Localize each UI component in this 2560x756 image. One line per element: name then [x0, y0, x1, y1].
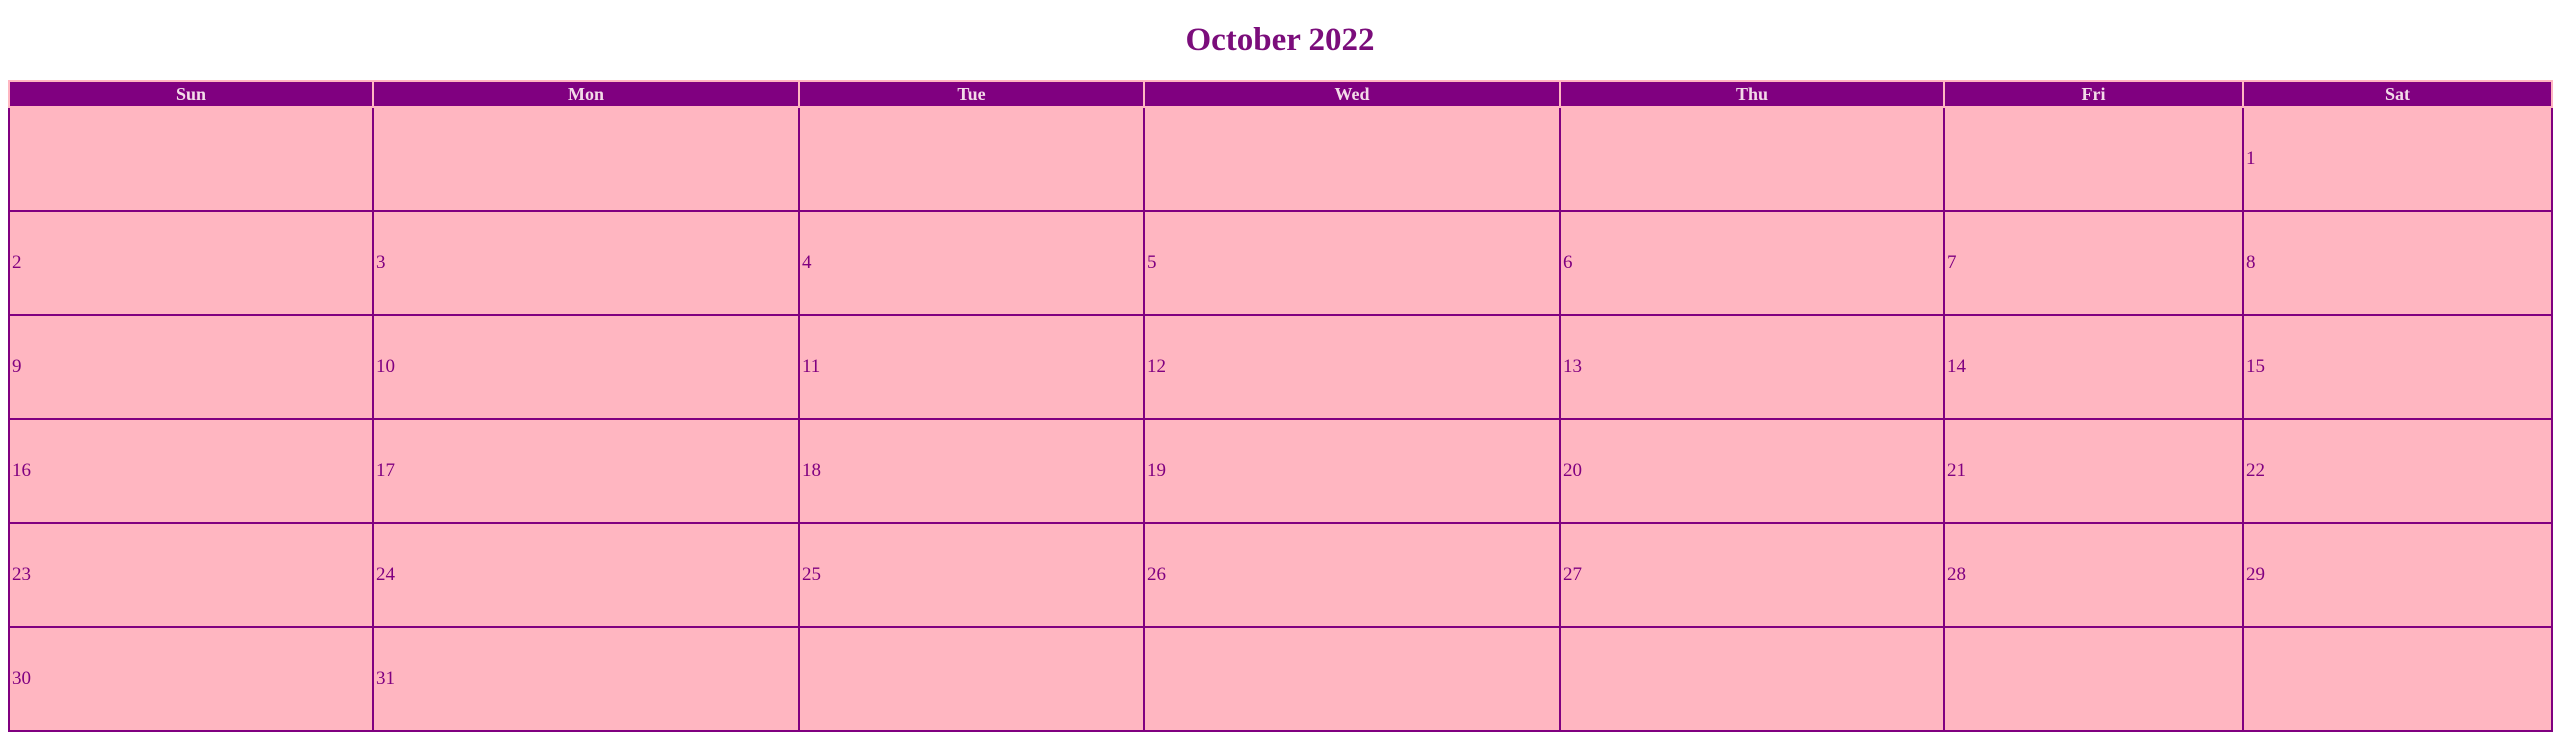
day-cell: 26: [1144, 523, 1560, 627]
day-cell: 10: [373, 315, 799, 419]
day-cell: 2: [9, 211, 373, 315]
day-cell: [1144, 107, 1560, 211]
day-cell: 19: [1144, 419, 1560, 523]
day-cell: [1944, 107, 2243, 211]
day-cell: [1144, 627, 1560, 731]
day-cell: 3: [373, 211, 799, 315]
day-cell: [9, 107, 373, 211]
day-cell: [2243, 627, 2552, 731]
day-cell: 6: [1560, 211, 1944, 315]
day-cell: 25: [799, 523, 1144, 627]
week-row: [9, 627, 2552, 731]
weekday-header-sat: Sat: [2243, 81, 2552, 107]
day-cell: 16: [9, 419, 373, 523]
calendar-grid: [8, 80, 2553, 732]
week-row: [9, 523, 2552, 627]
weekday-header-mon: Mon: [373, 81, 799, 107]
week-row: [9, 211, 2552, 315]
day-cell: 29: [2243, 523, 2552, 627]
weekday-header-tue: Tue: [799, 81, 1144, 107]
weekday-header-row: [9, 81, 2552, 107]
day-cell: 1: [2243, 107, 2552, 211]
day-cell: [799, 627, 1144, 731]
day-cell: 7: [1944, 211, 2243, 315]
day-cell: 30: [9, 627, 373, 731]
day-cell: 12: [1144, 315, 1560, 419]
weekday-header-wed: Wed: [1144, 81, 1560, 107]
day-cell: 17: [373, 419, 799, 523]
weekday-header-sun: Sun: [9, 81, 373, 107]
day-cell: 24: [373, 523, 799, 627]
day-cell: [373, 107, 799, 211]
week-row: [9, 315, 2552, 419]
day-cell: 22: [2243, 419, 2552, 523]
day-cell: [799, 107, 1144, 211]
day-cell: 23: [9, 523, 373, 627]
calendar-title: October 2022: [1185, 22, 1375, 58]
day-cell: 14: [1944, 315, 2243, 419]
day-cell: [1944, 627, 2243, 731]
day-cell: 4: [799, 211, 1144, 315]
day-cell: 8: [2243, 211, 2552, 315]
day-cell: 9: [9, 315, 373, 419]
day-cell: 31: [373, 627, 799, 731]
week-row: [9, 419, 2552, 523]
day-cell: 20: [1560, 419, 1944, 523]
week-row: [9, 107, 2552, 211]
day-cell: 21: [1944, 419, 2243, 523]
day-cell: 28: [1944, 523, 2243, 627]
weekday-header-fri: Fri: [1944, 81, 2243, 107]
day-cell: 27: [1560, 523, 1944, 627]
day-cell: [1560, 107, 1944, 211]
day-cell: 18: [799, 419, 1144, 523]
day-cell: 5: [1144, 211, 1560, 315]
day-cell: 13: [1560, 315, 1944, 419]
day-cell: 11: [799, 315, 1144, 419]
day-cell: 15: [2243, 315, 2552, 419]
weekday-header-thu: Thu: [1560, 81, 1944, 107]
day-cell: [1560, 627, 1944, 731]
